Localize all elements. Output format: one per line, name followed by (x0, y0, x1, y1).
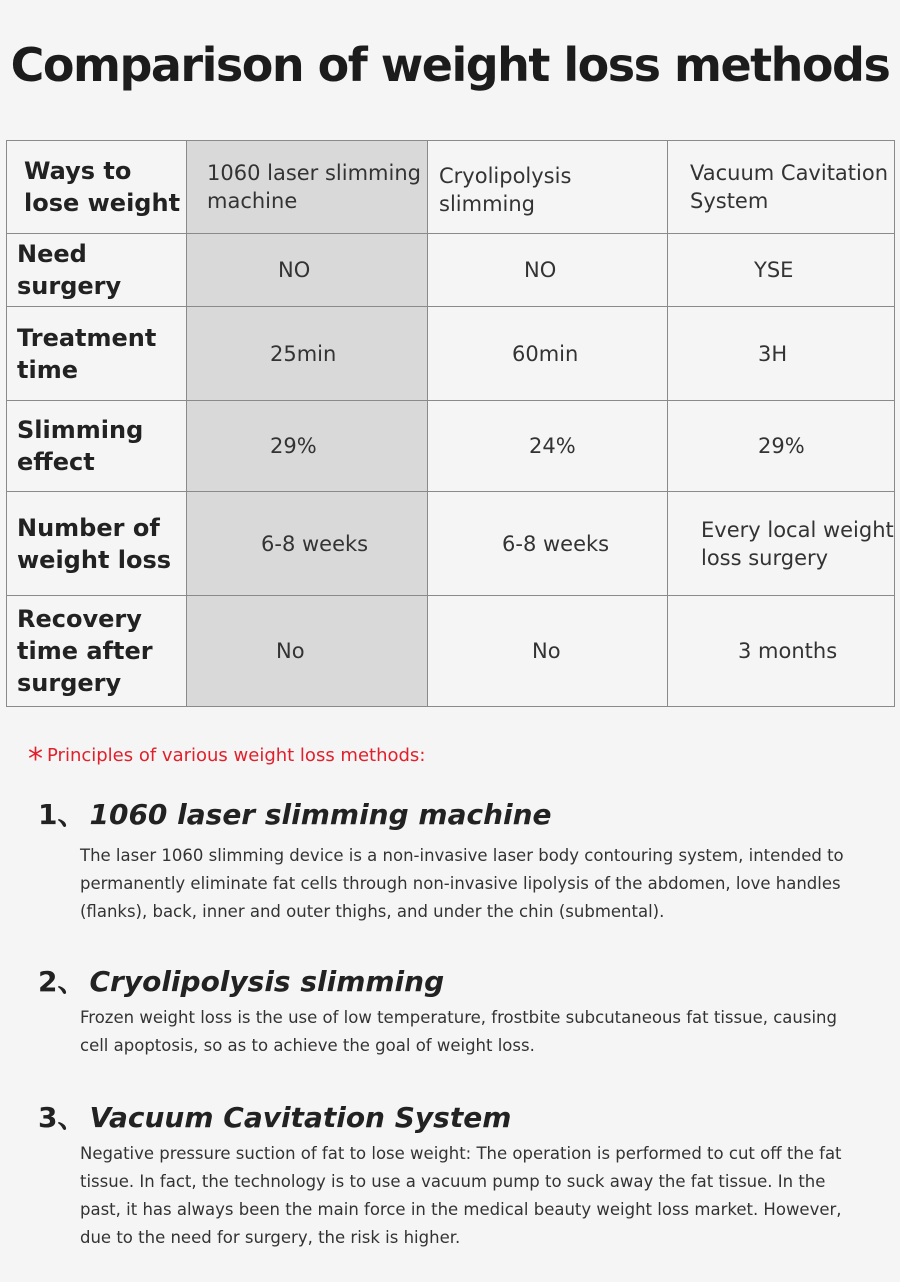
section-title-laser (38, 793, 552, 833)
cell-treatment-time-cryolipolysis: 60min (428, 307, 668, 401)
section-body-cryolipolysis: Frozen weight loss is the use of low temperature, frostbite subcutaneous fat tissue, causing cell apoptosis, so as to achieve the goal of weight loss. (80, 1008, 837, 1055)
table-row (7, 596, 895, 707)
section-body-cavitation: Negative pressure suction of fat to lose weight: The operation is performed to cut off the fat tissue. In fact, the technology is to use a vacuum pump to suck away the fat tissue. In the past, it has always been the main force in the medical beauty weight loss market. However, due to the need for surgery, the risk is higher. (80, 1144, 842, 1247)
column-header-cryolipolysis: Cryolipolysis slimming (428, 141, 668, 234)
section-number: 3、 (38, 1101, 86, 1134)
row-label-need-surgery: Need surgery (7, 234, 187, 307)
cell-slimming-effect-cryolipolysis: 24% (428, 401, 668, 492)
table-row (7, 307, 895, 401)
cell-need-surgery-cavitation: YSE (668, 234, 895, 307)
cell-slimming-effect-laser: 29% (187, 401, 428, 492)
section-title-text: 1060 laser slimming machine (89, 798, 552, 831)
corner-header: Ways to lose weight (7, 141, 187, 234)
cell-need-surgery-laser: NO (187, 234, 428, 307)
section-number: 1、 (38, 798, 86, 831)
column-header-laser: 1060 laser slimming machine (187, 141, 428, 234)
table-header-row (7, 141, 895, 234)
cell-number-cryolipolysis: 6-8 weeks (428, 492, 668, 596)
section-title-text: Vacuum Cavitation System (89, 1101, 512, 1134)
section-title-cavitation (38, 1096, 511, 1136)
section-number: 2、 (38, 965, 86, 998)
principles-heading (28, 742, 425, 777)
cell-slimming-effect-cavitation: 29% (668, 401, 895, 492)
table-row (7, 401, 895, 492)
table-row (7, 234, 895, 307)
principles-label: Principles of various weight loss methods: (47, 745, 426, 766)
section-body-laser: The laser 1060 slimming device is a non-invasive laser body contouring system, intended to permanently eliminate fat cells through non-invasive lipolysis of the abdomen, love handles (flanks), back, inner and outer thighs, and under the chin (submental). (80, 846, 844, 921)
table-row (7, 492, 895, 596)
section-title-text: Cryolipolysis slimming (89, 965, 445, 998)
page-title: Comparison of weight loss methods (10, 38, 890, 92)
cell-recovery-cryolipolysis: No (428, 596, 668, 707)
row-label-slimming-effect: Slimming effect (7, 401, 187, 492)
cell-recovery-laser: No (187, 596, 428, 707)
asterisk-icon: * (28, 742, 43, 777)
cell-recovery-cavitation: 3 months (668, 596, 895, 707)
row-label-number-of-weight-loss: Number of weight loss (7, 492, 187, 596)
cell-treatment-time-laser: 25min (187, 307, 428, 401)
row-label-recovery-time: Recovery time after surgery (7, 596, 187, 707)
comparison-table (6, 140, 895, 707)
cell-number-cavitation: Every local weight loss surgery (668, 492, 895, 596)
row-label-treatment-time: Treatment time (7, 307, 187, 401)
cell-number-laser: 6-8 weeks (187, 492, 428, 596)
section-title-cryolipolysis (38, 960, 444, 1000)
cell-need-surgery-cryolipolysis: NO (428, 234, 668, 307)
column-header-cavitation: Vacuum Cavitation System (668, 141, 895, 234)
cell-treatment-time-cavitation: 3H (668, 307, 895, 401)
